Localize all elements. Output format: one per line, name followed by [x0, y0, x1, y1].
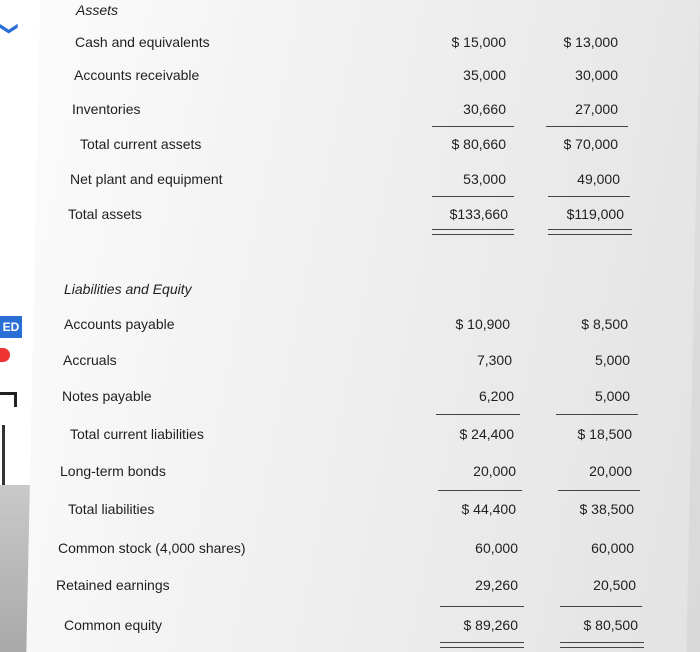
value-year1: 7,300: [476, 352, 512, 368]
value-year1: 30,660: [463, 101, 506, 117]
value-year1: $ 44,400: [461, 501, 516, 517]
total-double-rule: [548, 229, 632, 235]
row-label: Inventories: [72, 101, 141, 117]
subtotal-rule: [436, 414, 520, 415]
row-label: Common equity: [64, 617, 163, 633]
chevron-down-icon[interactable]: ❯: [0, 20, 21, 37]
subtotal-rule: [558, 490, 640, 491]
row-label: Accounts payable: [64, 316, 175, 332]
subtotal-rule: [432, 196, 514, 197]
row-label: Total liabilities: [68, 501, 155, 517]
value-year1: 29,260: [475, 577, 518, 593]
subtotal-rule: [548, 196, 630, 197]
value-year1: 35,000: [463, 67, 506, 83]
value-year1: $ 15,000: [451, 34, 506, 50]
total-double-rule: [560, 642, 644, 648]
liabilities-header: Liabilities and Equity: [64, 281, 192, 297]
row-label: Total current assets: [80, 136, 202, 152]
assets-header-row: [0, 2, 700, 32]
subtotal-rule: [440, 606, 524, 607]
row-label: Total assets: [68, 206, 142, 222]
total-double-rule: [440, 642, 524, 648]
row-label: Accruals: [63, 352, 117, 368]
subtotal-rule: [560, 606, 642, 607]
subtotal-rule: [438, 490, 522, 491]
value-year2: 5,000: [594, 352, 630, 368]
assets-header: Assets: [76, 2, 119, 18]
value-year2: 5,000: [594, 388, 630, 404]
value-year2: 49,000: [577, 171, 620, 187]
value-year2: $ 18,500: [577, 426, 632, 442]
row-label: Total current liabilities: [70, 426, 204, 442]
table-row: [0, 136, 700, 166]
value-year2: $ 70,000: [563, 136, 618, 152]
row-label: Retained earnings: [56, 577, 170, 593]
value-year1: $ 10,900: [455, 316, 510, 332]
row-label: Accounts receivable: [74, 67, 200, 83]
value-year2: $119,000: [566, 206, 624, 222]
value-year2: $ 13,000: [563, 34, 618, 50]
table-row: [0, 352, 700, 382]
side-tag: ED: [0, 316, 22, 338]
value-year1: $ 80,660: [451, 136, 506, 152]
value-year2: 30,000: [575, 67, 618, 83]
table-row: [0, 463, 700, 493]
row-label: Notes payable: [62, 388, 152, 404]
subtotal-rule: [556, 414, 638, 415]
table-row: [0, 34, 700, 64]
value-year1: 53,000: [463, 171, 506, 187]
value-year1: 20,000: [473, 463, 516, 479]
table-row: [0, 67, 700, 97]
table-row: [0, 577, 700, 607]
total-double-rule: [432, 229, 514, 235]
row-label: Long-term bonds: [60, 463, 166, 479]
value-year2: $ 80,500: [583, 617, 638, 633]
value-year2: $ 38,500: [579, 501, 634, 517]
value-year1: 6,200: [478, 388, 514, 404]
row-label: Net plant and equipment: [70, 171, 223, 187]
value-year2: 60,000: [591, 540, 634, 556]
table-row: [0, 426, 700, 456]
value-year1: 60,000: [475, 540, 518, 556]
table-row: [0, 540, 700, 570]
table-row: [0, 316, 700, 346]
value-year2: $ 8,500: [581, 316, 628, 332]
liabilities-header-row: [0, 281, 700, 311]
value-year2: 20,000: [589, 463, 632, 479]
value-year2: 27,000: [575, 101, 618, 117]
subtotal-rule: [546, 126, 628, 127]
value-year2: 20,500: [593, 577, 636, 593]
value-year1: $ 24,400: [459, 426, 514, 442]
row-label: Common stock (4,000 shares): [58, 540, 246, 556]
value-year1: $ 89,260: [463, 617, 518, 633]
subtotal-rule: [432, 126, 514, 127]
table-row: [0, 501, 700, 531]
value-year1: $133,660: [449, 206, 508, 222]
row-label: Cash and equivalents: [75, 34, 210, 50]
